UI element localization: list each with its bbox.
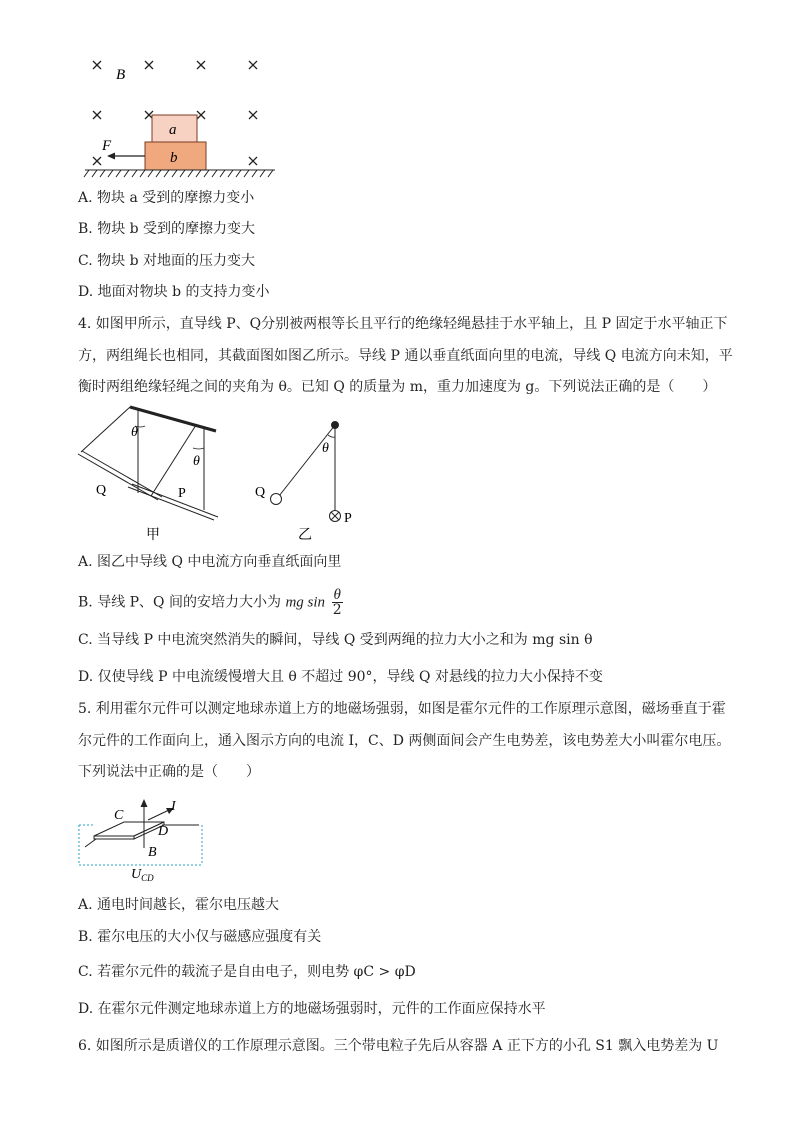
jia-label-p: P [178, 486, 186, 501]
hall-plate [94, 822, 164, 839]
figure-hall-element [76, 796, 206, 884]
q4-option-b-denominator: 2 [332, 602, 342, 618]
hall-label-i: I [171, 799, 176, 814]
yi-theta: θ [322, 441, 329, 456]
q3-option-c: C. 物块 b 对地面的压力变大 [78, 253, 255, 269]
q5-stem-line-3: 下列说法中正确的是（ ） [78, 764, 260, 780]
figure-parallel-wires [74, 402, 374, 546]
q5-option-d: D. 在霍尔元件测定地球赤道上方的地磁场强弱时，元件的工作面应保持水平 [78, 1001, 546, 1017]
yi-label-q: Q [255, 485, 266, 500]
q4-stem-line-1: 4. 如图甲所示，直导线 P、Q分别被两根等长且平行的绝缘轻绳悬挂于水平轴上，且 P 固定于水平轴正下 [78, 316, 728, 332]
q3-option-b: B. 物块 b 受到的摩擦力变大 [78, 221, 256, 237]
hall-label-c: C [114, 808, 124, 823]
q4-option-d: D. 仅使导线 P 中电流缓慢增大且 θ 不超过 90°，导线 Q 对悬线的拉力大小保持不变 [78, 669, 603, 685]
figure-blocks-magnetic-field [80, 52, 280, 187]
block-a-label: a [169, 122, 177, 138]
jia-theta-1: θ [131, 425, 138, 440]
q4-option-b-numerator: θ [333, 587, 341, 603]
q5-stem-line-2: 尔元件的工作面向上，通入图示方向的电流 I，C、D 两侧面间会产生电势差，该电势差大小叫霍尔电压。 [78, 733, 731, 749]
force-arrow [107, 153, 145, 160]
q4-option-a: A. 图乙中导线 Q 中电流方向垂直纸面向里 [78, 554, 342, 570]
q4-option-c: C. 当导线 P 中电流突然消失的瞬间，导线 Q 受到两绳的拉力大小之和为 mg sin θ [78, 632, 593, 648]
q5-option-c: C. 若霍尔元件的载流子是自由电子，则电势 φC > φD [78, 964, 416, 980]
field-label-b: B [116, 67, 126, 83]
yi-label-p: P [344, 511, 352, 526]
q4-option-b [78, 588, 343, 620]
q4-option-b-text: B. 导线 P、Q 间的安培力大小为 [78, 594, 281, 611]
force-label-f: F [102, 138, 112, 154]
q5-option-b: B. 霍尔电压的大小仅与磁感应强度有关 [78, 929, 322, 945]
block-b-label: b [170, 150, 178, 166]
q3-option-d: D. 地面对物块 b 的支持力变小 [78, 284, 270, 300]
hall-label-ucd: $U_{CD}$ [131, 867, 154, 883]
q4-stem-line-3: 衡时两组绝缘轻绳之间的夹角为 θ。已知 Q 的质量为 m，重力加速度为 g。下列说法正确的是（ ） [78, 379, 717, 395]
q6-stem-line-1: 6. 如图所示是质谱仪的工作原理示意图。三个带电粒子先后从容器 A 正下方的小孔 S1 飘入电势差为 U [78, 1038, 719, 1054]
ground [84, 170, 275, 177]
jia-caption: 甲 [146, 528, 160, 543]
q5-stem-line-1: 5. 利用霍尔元件可以测定地球赤道上方的地磁场强弱，如图是霍尔元件的工作原理示意图，磁场垂直于霍 [78, 701, 726, 717]
q4-option-b-expr: mg sin [285, 594, 326, 611]
hall-label-b: B [148, 845, 157, 860]
figure-yi [271, 422, 341, 522]
hall-label-d: D [158, 824, 169, 839]
yi-caption: 乙 [298, 528, 312, 543]
q5-option-a: A. 通电时间越长，霍尔电压越大 [78, 897, 280, 913]
jia-label-q: Q [96, 483, 107, 498]
q3-option-a: A. 物块 a 受到的摩擦力变小 [78, 190, 255, 206]
q4-stem-line-2: 方，两组绳长也相同，其截面图如图乙所示。导线 P 通以垂直纸面向里的电流，导线 Q 电流方向未知，平 [78, 348, 733, 364]
q4-option-b-fraction [332, 588, 343, 617]
jia-theta-2: θ [193, 454, 200, 469]
